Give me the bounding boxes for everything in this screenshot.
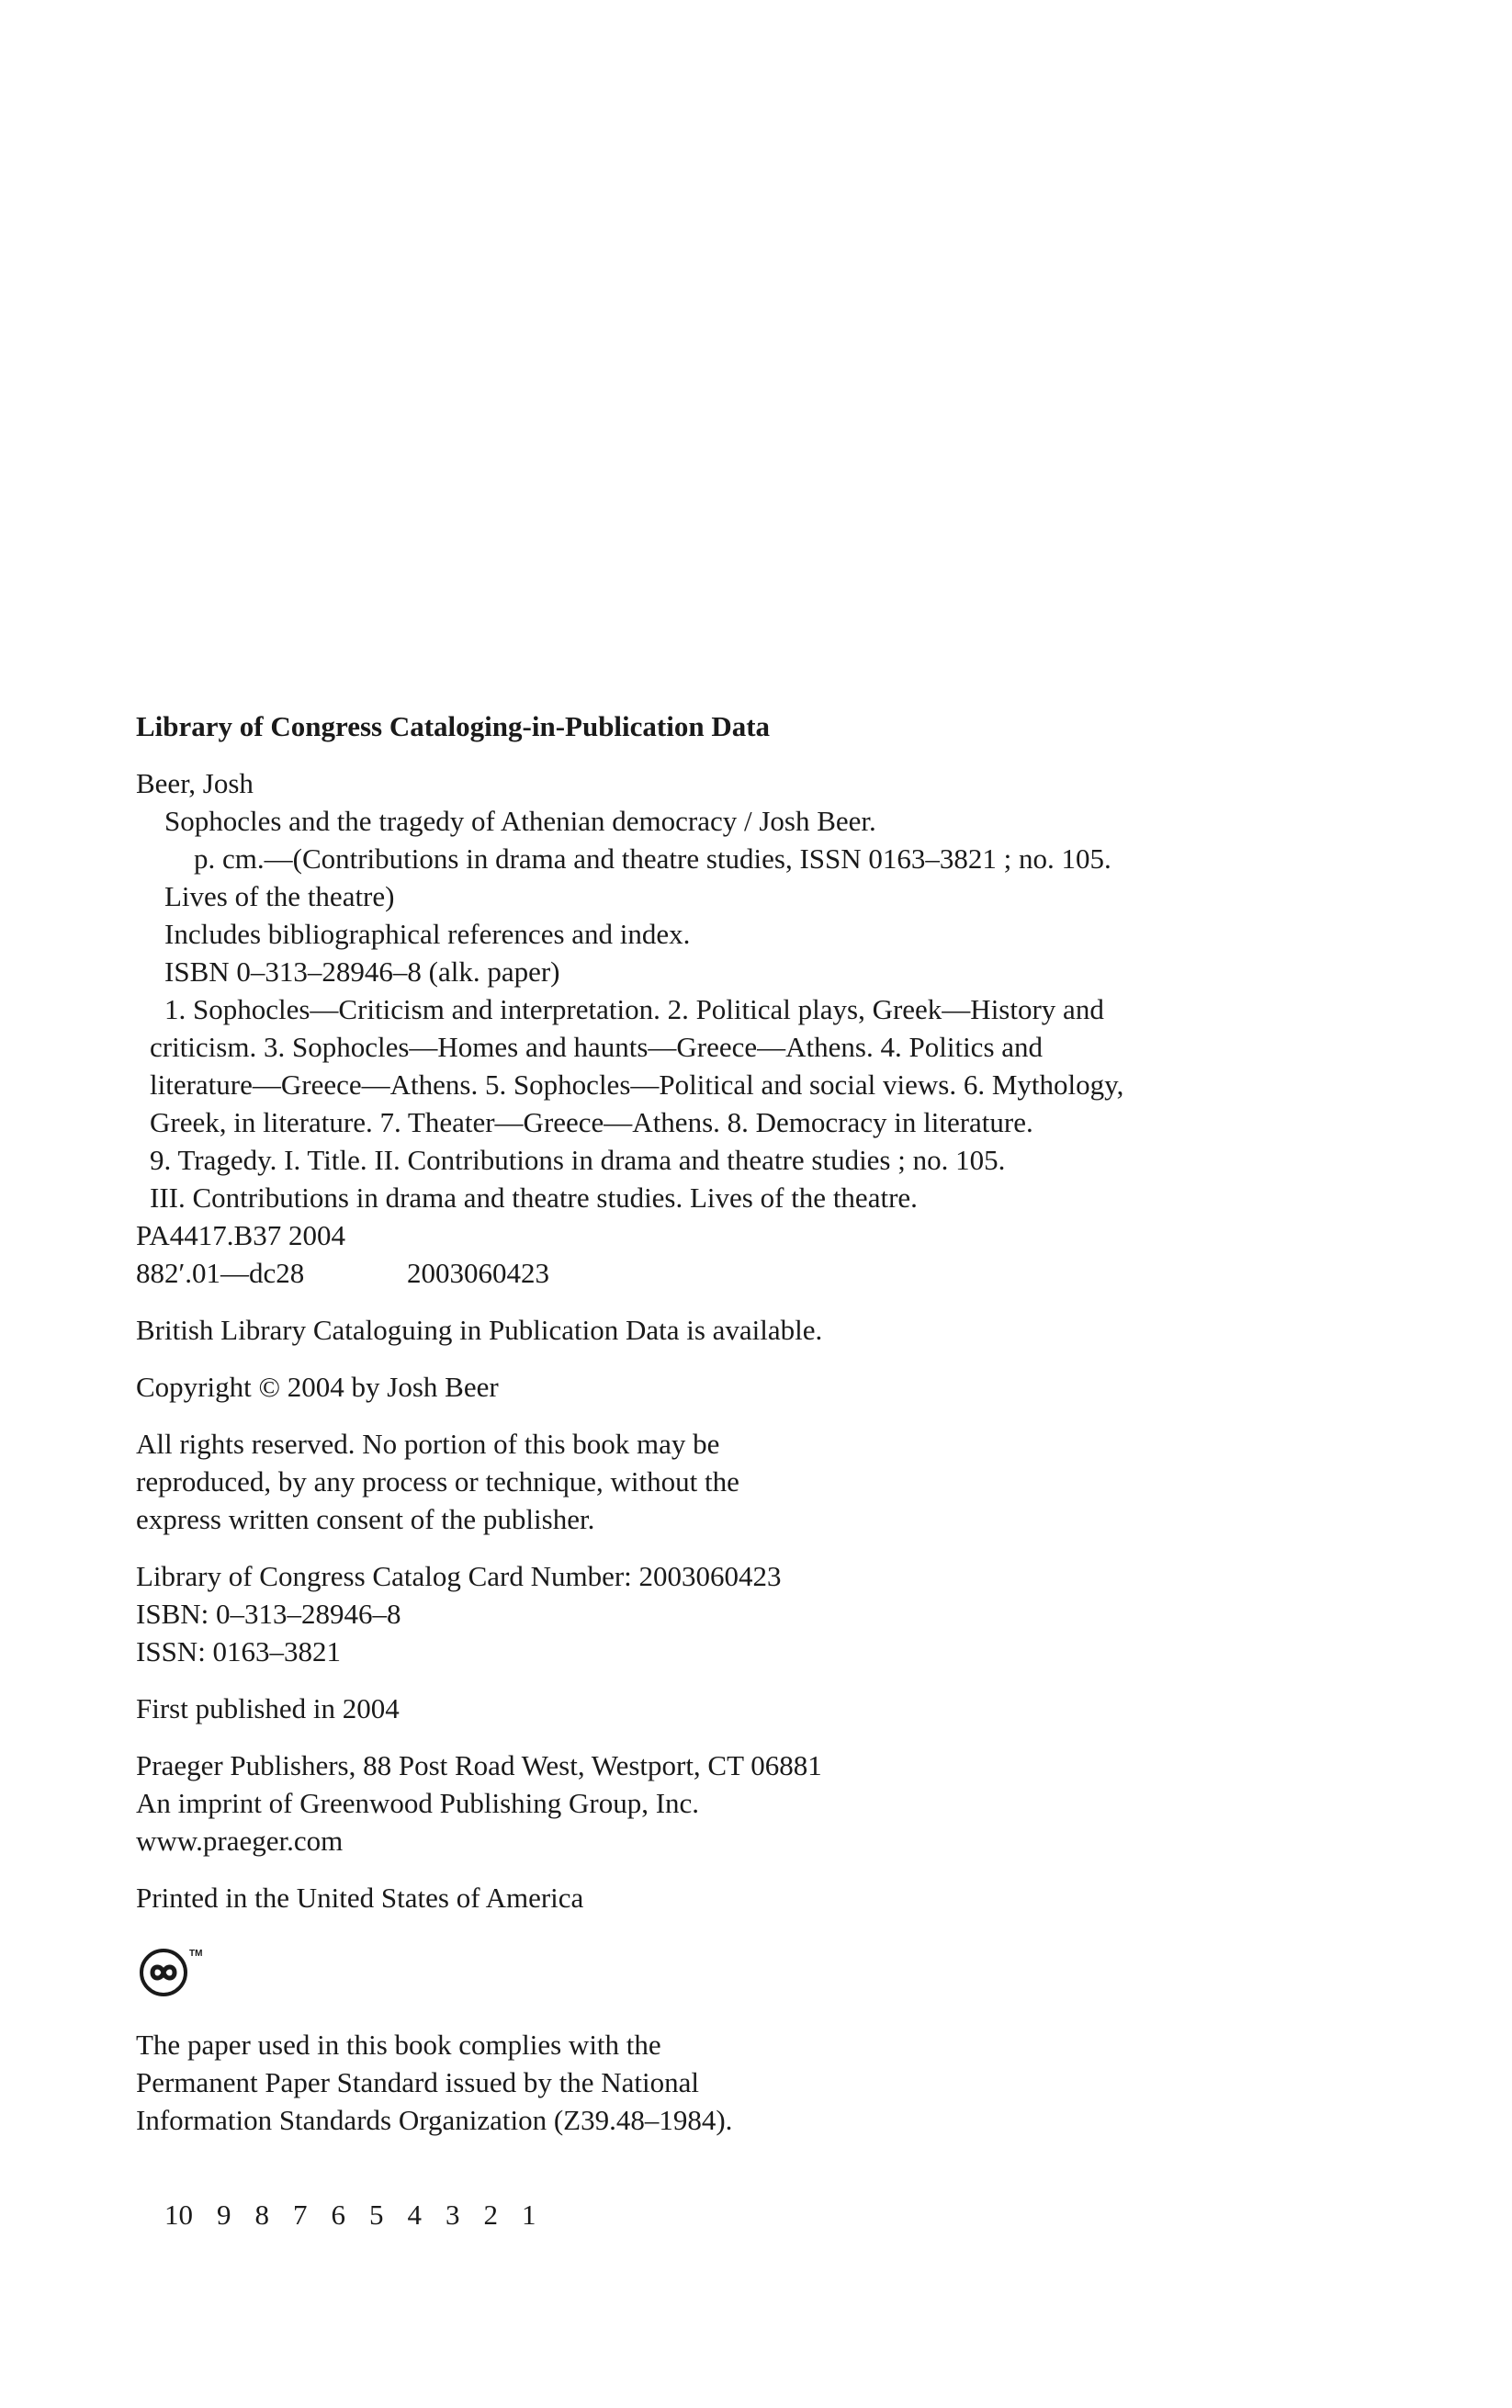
cip-series-line: p. cm.—(Contributions in drama and theatre studies, ISSN 0163–3821 ; no. 105. <box>194 842 1111 875</box>
printer-key-number: 2 <box>483 2199 498 2231</box>
printer-key-number: 8 <box>254 2199 269 2231</box>
printer-key-number: 1 <box>522 2199 536 2231</box>
printer-key-number: 10 <box>164 2199 193 2231</box>
paper-note-line: The paper used in this book complies with the <box>136 2029 661 2061</box>
cip-dewey-row <box>136 1254 1422 1292</box>
cip-isbn-note: ISBN 0–313–28946–8 (alk. paper) <box>164 955 560 988</box>
rights-statement <box>136 1425 1422 1538</box>
cip-lccn: 2003060423 <box>407 1257 549 1289</box>
copyright-page <box>136 707 1422 2271</box>
printer-key-number: 6 <box>331 2199 345 2231</box>
paper-standard-note <box>136 2026 1422 2139</box>
cip-subject-line: criticism. 3. Sophocles—Homes and haunts—Greece—Athens. 4. Politics and <box>150 1031 1044 1063</box>
paper-note-line: Information Standards Organization (Z39.48–1984). <box>136 2104 733 2136</box>
printer-key-number: 9 <box>217 2199 231 2231</box>
publisher-info <box>136 1747 1422 1860</box>
printer-key <box>136 2158 1422 2271</box>
tm-mark: TM <box>189 1949 203 1959</box>
rights-line: All rights reserved. No portion of this book may be <box>136 1428 720 1460</box>
cip-author: Beer, Josh <box>136 767 254 799</box>
printed-in: Printed in the United States of America <box>136 1882 584 1914</box>
paper-note-line: Permanent Paper Standard issued by the National <box>136 2066 699 2098</box>
cip-subject-line: 1. Sophocles—Criticism and interpretation. 2. Political plays, Greek—History and <box>164 993 1104 1025</box>
cip-heading: Library of Congress Cataloging-in-Publication Data <box>136 710 771 742</box>
first-published: First published in 2004 <box>136 1692 400 1724</box>
printer-key-number: 4 <box>407 2199 422 2231</box>
publisher-address: Praeger Publishers, 88 Post Road West, Westport, CT 06881 <box>136 1749 822 1781</box>
cip-subject-line: literature—Greece—Athens. 5. Sophocles—Political and social views. 6. Mythology, <box>150 1068 1124 1101</box>
cip-lc-class: PA4417.B37 2004 <box>136 1219 345 1251</box>
printer-key-number: 5 <box>369 2199 384 2231</box>
infinity-paper-seal-icon <box>136 1943 209 1998</box>
cip-dewey: 882′.01—dc28 <box>136 1257 305 1289</box>
rights-line: express written consent of the publisher. <box>136 1503 595 1535</box>
publisher-imprint: An imprint of Greenwood Publishing Group, Inc. <box>136 1787 700 1819</box>
issn: ISSN: 0163–3821 <box>136 1635 342 1668</box>
cip-title-line: Sophocles and the tragedy of Athenian democracy / Josh Beer. <box>164 805 876 837</box>
isbn: ISBN: 0–313–28946–8 <box>136 1598 401 1630</box>
cip-block <box>136 764 1422 1292</box>
cip-bib-note: Includes bibliographical references and index. <box>164 918 691 950</box>
cip-series-line: Lives of the theatre) <box>164 880 395 912</box>
british-library-note: British Library Cataloguing in Publication Data is available. <box>136 1314 823 1346</box>
cip-subject-line: 9. Tragedy. I. Title. II. Contributions in drama and theatre studies ; no. 105. <box>150 1144 1006 1176</box>
printer-key-number: 3 <box>446 2199 460 2231</box>
printer-key-number: 7 <box>293 2199 308 2231</box>
rights-line: reproduced, by any process or technique, without the <box>136 1465 739 1498</box>
cip-subject-line: Greek, in literature. 7. Theater—Greece—Athens. 8. Democracy in literature. <box>150 1106 1033 1138</box>
catalog-numbers <box>136 1557 1422 1670</box>
copyright-notice: Copyright © 2004 by Josh Beer <box>136 1371 499 1403</box>
cip-subject-line: III. Contributions in drama and theatre studies. Lives of the theatre. <box>150 1181 918 1214</box>
publisher-website: www.praeger.com <box>136 1825 344 1857</box>
lc-card-number: Library of Congress Catalog Card Number: 2003060423 <box>136 1560 782 1592</box>
